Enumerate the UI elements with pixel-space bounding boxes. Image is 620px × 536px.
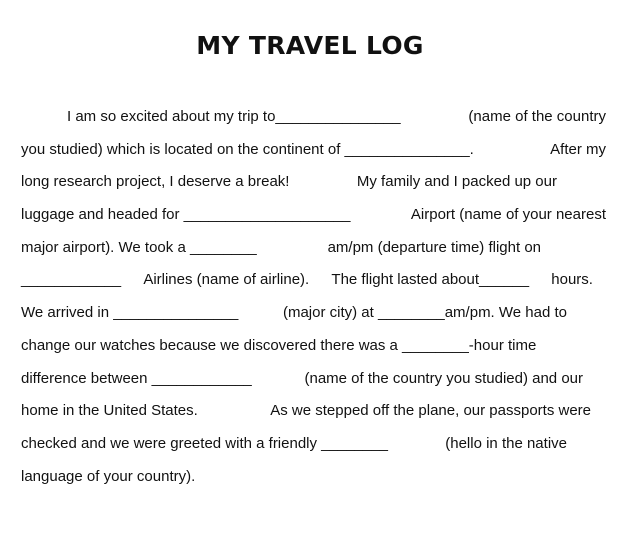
- text-segment: language of your country).: [21, 467, 196, 485]
- text-segment: you studied) which is located on the continent of _______________.: [21, 140, 474, 158]
- paragraph-line: [21, 134, 606, 167]
- paragraph-line: [21, 461, 606, 494]
- page-title: MY TRAVEL LOG: [196, 31, 424, 60]
- paragraph-line: [21, 264, 593, 297]
- text-segment: hours.: [551, 271, 593, 289]
- text-segment: As we stepped off the plane, our passports were: [270, 402, 591, 420]
- paragraph-line: [21, 363, 583, 396]
- text-segment: major airport). We took a ________: [21, 238, 257, 256]
- paragraph-line: [21, 166, 557, 199]
- text-segment: (name of the country you studied) and our: [304, 369, 583, 387]
- text-segment: am/pm (departure time) flight on: [327, 238, 541, 256]
- text-segment: After my: [550, 140, 606, 158]
- paragraph-line: [21, 330, 606, 363]
- paragraph-line: [21, 199, 606, 232]
- text-segment: The flight lasted about______: [331, 271, 530, 289]
- text-segment: ____________: [21, 271, 122, 289]
- paragraph-line: [21, 428, 567, 461]
- text-segment: difference between ____________: [21, 369, 252, 387]
- text-segment: change our watches because we discovered there was a ________-hour time: [21, 336, 537, 354]
- travel-log-paragraph: [21, 101, 606, 493]
- text-segment: home in the United States.: [21, 402, 198, 420]
- text-segment: I am so excited about my trip to_______________: [67, 108, 401, 125]
- paragraph-line: [21, 101, 606, 134]
- paragraph-line: [21, 395, 591, 428]
- text-segment: (major city) at ________am/pm. We had to: [282, 304, 567, 322]
- text-segment: checked and we were greeted with a friendly ________: [21, 434, 388, 452]
- text-segment: luggage and headed for ____________________: [21, 206, 351, 224]
- text-segment: (name of the country: [468, 108, 606, 125]
- text-segment: My family and I packed up our: [356, 173, 557, 191]
- text-segment: We arrived in _______________: [21, 304, 239, 322]
- text-segment: long research project, I deserve a break!: [21, 173, 290, 191]
- text-segment: (hello in the native: [445, 434, 567, 452]
- text-segment: Airport (name of your nearest: [410, 206, 606, 224]
- paragraph-line: [21, 232, 541, 265]
- text-segment: Airlines (name of airline).: [143, 271, 310, 289]
- paragraph-line: [21, 297, 567, 330]
